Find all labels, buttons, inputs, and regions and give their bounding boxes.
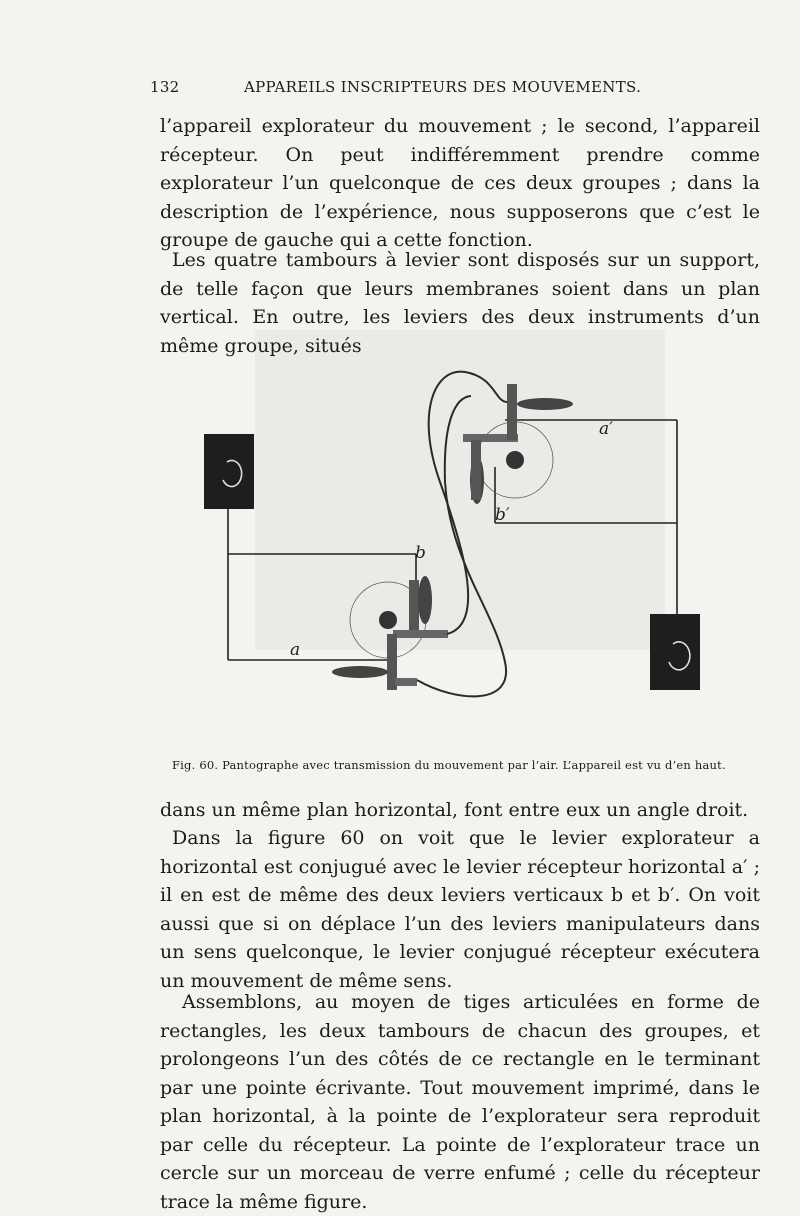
label-a-prime: a′ (599, 419, 613, 439)
smoked-glass-left (204, 434, 254, 509)
paragraph-1: l’appareil explorateur du mouvement ; le second, l’appareil récepteur. On peut indifféremment prendre comme explorateur l’un quelconque de ces deux groupes ; dans la description de l’expérience, nous supposerons que c’est le groupe de gauche qui a cette fonction. (160, 115, 760, 251)
smoked-glass-right (650, 614, 700, 690)
label-b-prime: b′ (495, 505, 510, 525)
receiver-drums (463, 384, 573, 504)
paragraph-2: Les quatre tambours à levier sont disposés sur un support, de telle façon que leurs membranes soient dans un plan vertical. En outre, les leviers des deux instruments d’un même groupe, situés (160, 249, 760, 357)
paragraph-3: dans un même plan horizontal, font entre eux un angle droit. (160, 799, 749, 821)
figure-caption: Fig. 60. Pantographe avec transmission du mouvement par l’air. L’appareil est vu d’en haut. (172, 758, 726, 772)
receiver-rods (495, 420, 677, 617)
page-header (150, 78, 670, 102)
figure-60 (195, 362, 715, 732)
air-tubes (417, 372, 507, 697)
paragraph-4: Dans la figure 60 on voit que le levier explorateur a horizontal est conjugué avec le levier récepteur horizontal a′ ; il en est de même des deux leviers verticaux b et b′. On voit aussi que si on déplace l’un des leviers manipulateurs dans un sens quelconque, le levier conjugué récepteur exécutera un mouvement de même sens. (160, 827, 760, 992)
paragraph-5: Assemblons, au moyen de tiges articulées en forme de rectangles, les deux tambours de chacun des groupes, et prolongeons l’un des côtés de ce rectangle en le terminant par une pointe écrivante. Tout mouvement imprimé, dans le plan horizontal, à la pointe de l’explorateur sera reproduit par celle du récepteur. La pointe de l’explorateur trace un cercle sur un morceau de verre enfumé ; celle du récepteur trace la même figure. (160, 991, 760, 1213)
explorer-drums (332, 576, 448, 690)
running-title: APPAREILS INSCRIPTEURS DES MOUVEMENTS. (244, 78, 642, 96)
pantograph-illustration (195, 362, 715, 732)
label-b: b (415, 543, 426, 563)
page-number: 132 (150, 78, 180, 96)
label-a: a (290, 640, 301, 660)
